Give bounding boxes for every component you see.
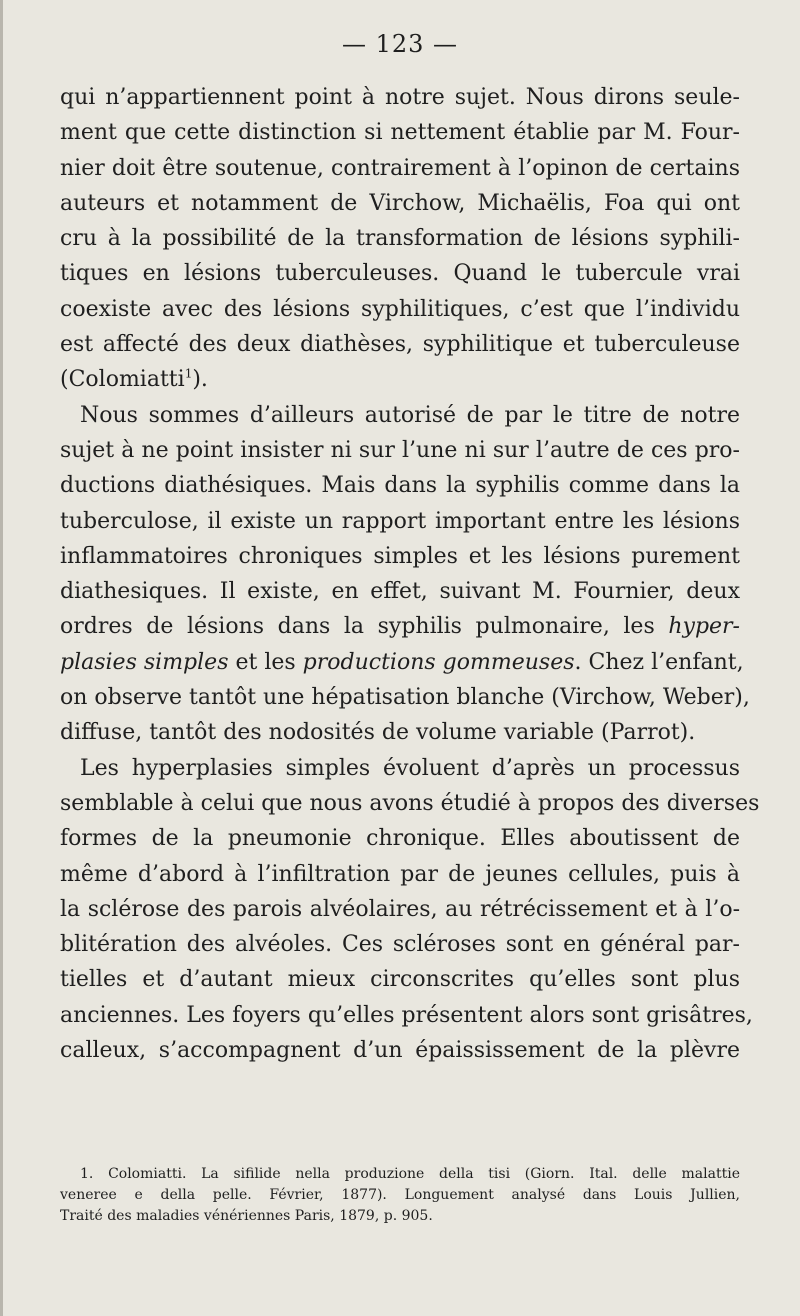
text-line: nier doit être soutenue, contrairement à l’opinon de certains	[60, 155, 740, 181]
text-fragment: ).	[192, 367, 208, 393]
page-edge	[0, 0, 3, 1316]
text-line: blitération des alvéoles. Ces scléroses sont en général par-	[60, 932, 740, 958]
text-line: tielles et d’autant mieux circonscrites qu’elles sont plus	[60, 967, 740, 993]
text-line: anciennes. Les foyers qu’elles présentent alors sont grisâtres,	[60, 1002, 753, 1028]
text-line: semblable à celui que nous avons étudié à propos des diverses	[60, 790, 760, 816]
text-line: ment que cette distinction si nettement établie par M. Four-	[60, 120, 740, 146]
text-line: qui n’appartiennent point à notre sujet. Nous dirons seule-	[60, 85, 740, 110]
body-text	[60, 80, 760, 1068]
footnote-line: venerее e della pelle. Février, 1877). Longuement analysé dans Louis Jullien,	[60, 1187, 740, 1203]
italic-term: productions gommeuses	[302, 649, 575, 675]
italic-term: hyper-	[668, 614, 740, 640]
text-line: calleux, s’accompagnent d’un épaississement de la plèvre	[60, 1038, 740, 1064]
footnote	[60, 1164, 740, 1227]
text-line: tuberculose, il existe un rapport important entre les lésions	[60, 508, 740, 534]
text-line: Nous sommes d’ailleurs autorisé de par le titre de notre	[80, 402, 740, 428]
text-line	[60, 645, 744, 680]
text-line: diffuse, tantôt des nodosités de volume variable (Parrot).	[60, 720, 696, 746]
text-line: est affecté des deux diathèses, syphilitique et tuberculeuse	[60, 332, 740, 358]
text-line	[60, 362, 740, 397]
text-line: formes de la pneumonie chronique. Elles aboutissent de	[60, 826, 740, 852]
footnote-line: Traité des maladies vénériennes Paris, 1879, p. 905.	[60, 1208, 433, 1224]
page-number: — 123 —	[341, 30, 459, 58]
footnote-mark: 1	[184, 367, 193, 382]
text-line: tiques en lésions tuberculeuses. Quand le tubercule vrai	[60, 261, 740, 287]
text-line: cru à la possibilité de la transformation de lésions syphili-	[60, 226, 740, 252]
footnote-line: 1. Colomiatti. La sifilide nella produzione della tisi (Giorn. Ital. delle malattie	[80, 1166, 740, 1182]
text-line: auteurs et notamment de Virchow, Michaëlis, Foa qui ont	[60, 190, 740, 216]
text-line: coexiste avec des lésions syphilitiques, c’est que l’individu	[60, 296, 740, 322]
text-line: diathesiques. Il existe, en effet, suivant M. Fournier, deux	[60, 579, 740, 605]
text-line: ductions diathésiques. Mais dans la syphilis comme dans la	[60, 473, 740, 499]
text-fragment: (Colomiatti	[60, 367, 185, 393]
text-line: sujet à ne point insister ni sur l’une ni sur l’autre de ces pro-	[60, 437, 740, 463]
text-line: inflammatoires chroniques simples et les lésions purement	[60, 543, 740, 569]
text-line	[60, 609, 740, 644]
text-line: Les hyperplasies simples évoluent d’après un processus	[80, 755, 740, 781]
text-line: même d’abord à l’infiltration par de jeunes cellules, puis à	[60, 861, 740, 887]
text-fragment: ordres de lésions dans la syphilis pulmonaire, les	[60, 614, 655, 640]
text-line: on observe tantôt une hépatisation blanche (Virchow, Weber),	[60, 685, 750, 711]
italic-term: plasies simples	[60, 649, 229, 675]
text-fragment: et les	[228, 649, 303, 675]
text-fragment: . Chez l’enfant,	[574, 649, 744, 675]
text-line: la sclérose des parois alvéolaires, au rétrécissement et à l’o-	[60, 896, 740, 922]
